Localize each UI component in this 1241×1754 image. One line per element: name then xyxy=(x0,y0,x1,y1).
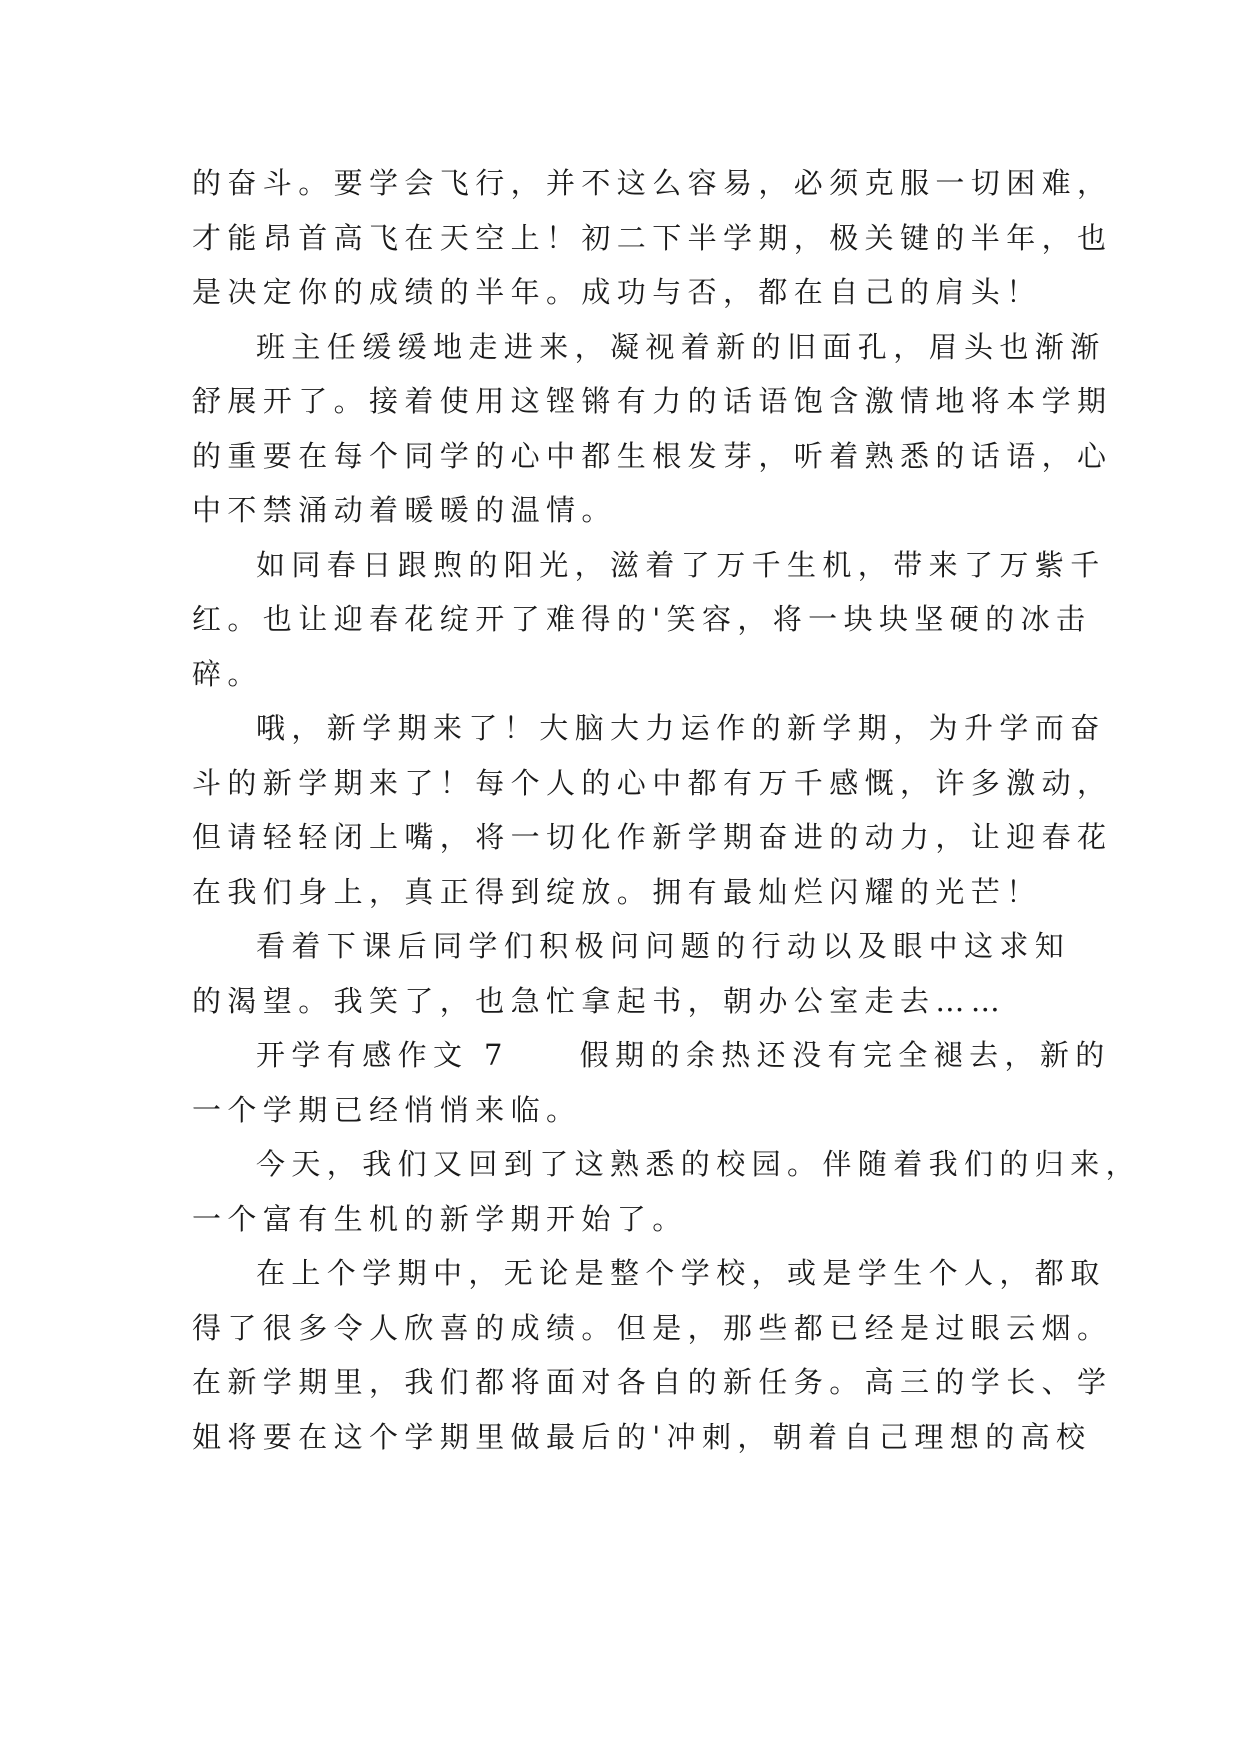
text-line: 的渴望。我笑了，也急忙拿起书，朝办公室走去…… xyxy=(192,983,1007,1018)
text-line: 碎。 xyxy=(192,656,263,691)
text-line: 姐将要在这个学期里做最后的'冲刺，朝着自己理想的高校 xyxy=(192,1419,1092,1454)
text-line: 今天，我们又回到了这熟悉的校园。伴随着我们的归来， xyxy=(256,1147,1142,1181)
text-line: 一个学期已经悄悄来临。 xyxy=(192,1092,582,1127)
text-line: 斗的新学期来了！每个人的心中都有万千感慨，许多激动， xyxy=(192,765,1113,800)
text-line: 红。也让迎春花绽开了难得的'笑容，将一块块坚硬的冰击 xyxy=(192,602,1092,636)
text-line: 在我们身上，真正得到绽放。拥有最灿烂闪耀的光芒！ xyxy=(192,874,1042,909)
text-line: 中不禁涌动着暖暖的温情。 xyxy=(192,493,617,527)
text-line: 看着下课后同学们积极问问题的行动以及眼中这求知 xyxy=(256,929,1071,963)
text-line: 一个富有生机的新学期开始了。 xyxy=(192,1201,688,1236)
text-line: 但请轻轻闭上嘴，将一切化作新学期奋进的动力，让迎春花 xyxy=(192,820,1113,854)
text-line: 在新学期里，我们都将面对各自的新任务。高三的学长、学 xyxy=(192,1365,1113,1399)
section-title-line: 开学有感作文 7 假期的余热还没有完全褪去，新的 xyxy=(256,1038,1111,1072)
text-line: 是决定你的成绩的半年。成功与否，都在自己的肩头！ xyxy=(192,275,1042,309)
text-line: 班主任缓缓地走进来，凝视着新的旧面孔，眉头也渐渐 xyxy=(256,329,1106,364)
text-line: 的奋斗。要学会飞行，并不这么容易，必须克服一切困难， xyxy=(192,166,1113,200)
text-line: 得了很多令人欣喜的成绩。但是，那些都已经是过眼云烟。 xyxy=(192,1310,1113,1345)
text-line: 的重要在每个同学的心中都生根发芽，听着熟悉的话语，心 xyxy=(192,438,1113,473)
text-line: 才能昂首高飞在天空上！初二下半学期，极关键的半年，也 xyxy=(192,220,1113,255)
text-line: 哦，新学期来了！大脑大力运作的新学期，为升学而奋 xyxy=(256,711,1106,745)
text-line: 舒展开了。接着使用这铿锵有力的话语饱含激情地将本学期 xyxy=(192,384,1113,418)
text-line: 如同春日跟煦的阳光，滋着了万千生机，带来了万紫千 xyxy=(256,547,1106,582)
text-line: 在上个学期中，无论是整个学校，或是学生个人，都取 xyxy=(256,1256,1106,1290)
body-text xyxy=(192,156,1142,1464)
